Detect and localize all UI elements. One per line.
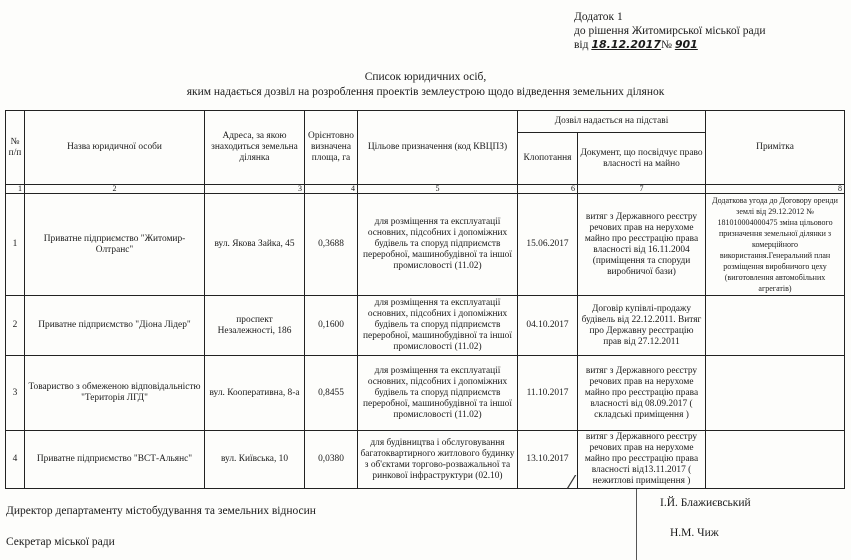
header-num: № п/п (6, 111, 25, 185)
header-name: Назва юридичної особи (25, 111, 205, 185)
table-row (6, 296, 845, 356)
header-area: Орієнтовно визначена площа, га (305, 111, 358, 185)
appendix-label: Додаток 1 (574, 11, 623, 23)
title-line-2: яким надається дозвіл на розроблення проектів землеустрою щодо відведення земельних ділянок (186, 86, 665, 98)
handwritten-mark: ⁄ (570, 472, 574, 493)
applicants-table (5, 110, 845, 489)
col-number: 6 (518, 185, 578, 194)
row-address: проспект Незалежності, 186 (205, 296, 305, 356)
col-number: 4 (305, 185, 358, 194)
col-number: 1 (6, 185, 25, 194)
row-note (706, 431, 845, 489)
header-purpose: Цільове призначення (код КВЦПЗ) (358, 111, 518, 185)
row-petition: 15.06.2017 (518, 194, 578, 296)
row-name: Приватне підприємство "Житомир-Олтранс" (25, 194, 205, 296)
header-petition: Клопотання (518, 133, 578, 185)
row-document: витяг з Державного реєстру речових прав на нерухоме майно про реєстрацію права власності від 16.11.2004 (приміщення та споруди виробничої бази) (578, 194, 706, 296)
row-document: витяг з Державного реєстру речових прав на нерухоме майно про реєстрацію права власності від13.11.2017 ( нежитлові приміщення ) (578, 431, 706, 489)
title-line-1: Список юридичних осіб, (364, 71, 487, 83)
row-purpose: для будівництва і обслуговування багатоквартирного житлового будинку з об'єктами торгово-розважальної та ринкової інфраструктури (02.10) (358, 431, 518, 489)
row-note: Додаткова угода до Договору оренди землі від 29.12.2012 № 181010004000475 зміна цільового призначення земельної ділянки з комерційного використання.Генеральний план розміщення виробничого цеху (виготовлення автомобільних агрегатів) (706, 194, 845, 296)
appendix-date: 18.12.2017 (591, 38, 661, 51)
document-title (0, 70, 851, 100)
row-purpose: для розміщення та експлуатації основних, підсобних і допоміжних будівель та споруд підприємств переробної, машинобудівної та іншої промисловості (11.02) (358, 356, 518, 431)
row-petition: 11.10.2017 (518, 356, 578, 431)
row-name: Приватне підприємство "Діона Лідер" (25, 296, 205, 356)
row-name: Приватне підприємство "ВСТ-Альянс" (25, 431, 205, 489)
col-number: 5 (358, 185, 518, 194)
row-petition: 04.10.2017 (518, 296, 578, 356)
col-number: 7 (578, 185, 706, 194)
col-number: 2 (25, 185, 205, 194)
header-note: Примітка (706, 111, 845, 185)
row-area: 0,0380 (305, 431, 358, 489)
appendix-date-line (574, 38, 766, 52)
row-num: 3 (6, 356, 25, 431)
row-num: 2 (6, 296, 25, 356)
row-address: вул. Кооперативна, 8-а (205, 356, 305, 431)
row-document: Договір купівлі-продажу будівель від 22.12.2011. Витяг про Державну реєстрацію прав від 27.12.2011 (578, 296, 706, 356)
col-number: 8 (706, 185, 845, 194)
row-petition: 13.10.2017 (518, 431, 578, 489)
header-basis-group: Дозвіл надається на підставі (518, 111, 706, 133)
row-num: 1 (6, 194, 25, 296)
row-area: 0,1600 (305, 296, 358, 356)
director-name: І.Й. Блажиєвський (660, 497, 751, 509)
row-note (706, 356, 845, 431)
row-purpose: для розміщення та експлуатації основних, підсобних і допоміжних будівель та споруд підприємств переробної, машинобудівної та іншої промисловості (11.02) (358, 194, 518, 296)
header-address: Адреса, за якою знаходиться земельна ділянка (205, 111, 305, 185)
row-area: 0,3688 (305, 194, 358, 296)
signature-divider (636, 489, 637, 560)
row-name: Товариство з обмеженою відповідальністю "Територія ЛГД" (25, 356, 205, 431)
appendix-block (574, 10, 766, 52)
appendix-number-label: № (660, 39, 672, 51)
table-row (6, 356, 845, 431)
appendix-number: 901 (674, 38, 698, 51)
table-row (6, 431, 845, 489)
secretary-title: Секретар міської ради (6, 536, 115, 548)
table-row (6, 194, 845, 296)
row-purpose: для розміщення та експлуатації основних, підсобних і допоміжних будівель та споруд підприємств переробної, машинобудівної та іншої промисловості (11.02) (358, 296, 518, 356)
row-note (706, 296, 845, 356)
row-address: вул. Якова Зайка, 45 (205, 194, 305, 296)
row-address: вул. Київська, 10 (205, 431, 305, 489)
row-document: витяг з Державного реєстру речових прав на нерухоме майно про реєстрацію права власності від 08.09.2017 ( складські приміщення ) (578, 356, 706, 431)
header-document: Документ, що посвідчує право власності на майно (578, 133, 706, 185)
row-num: 4 (6, 431, 25, 489)
director-title: Директор департаменту містобудування та земельних відносин (6, 505, 316, 517)
appendix-decision: до рішення Житомирської міської ради (574, 25, 766, 37)
col-number: 3 (205, 185, 305, 194)
appendix-from-label: від (574, 39, 589, 51)
row-area: 0,8455 (305, 356, 358, 431)
secretary-name: Н.М. Чиж (670, 527, 719, 539)
